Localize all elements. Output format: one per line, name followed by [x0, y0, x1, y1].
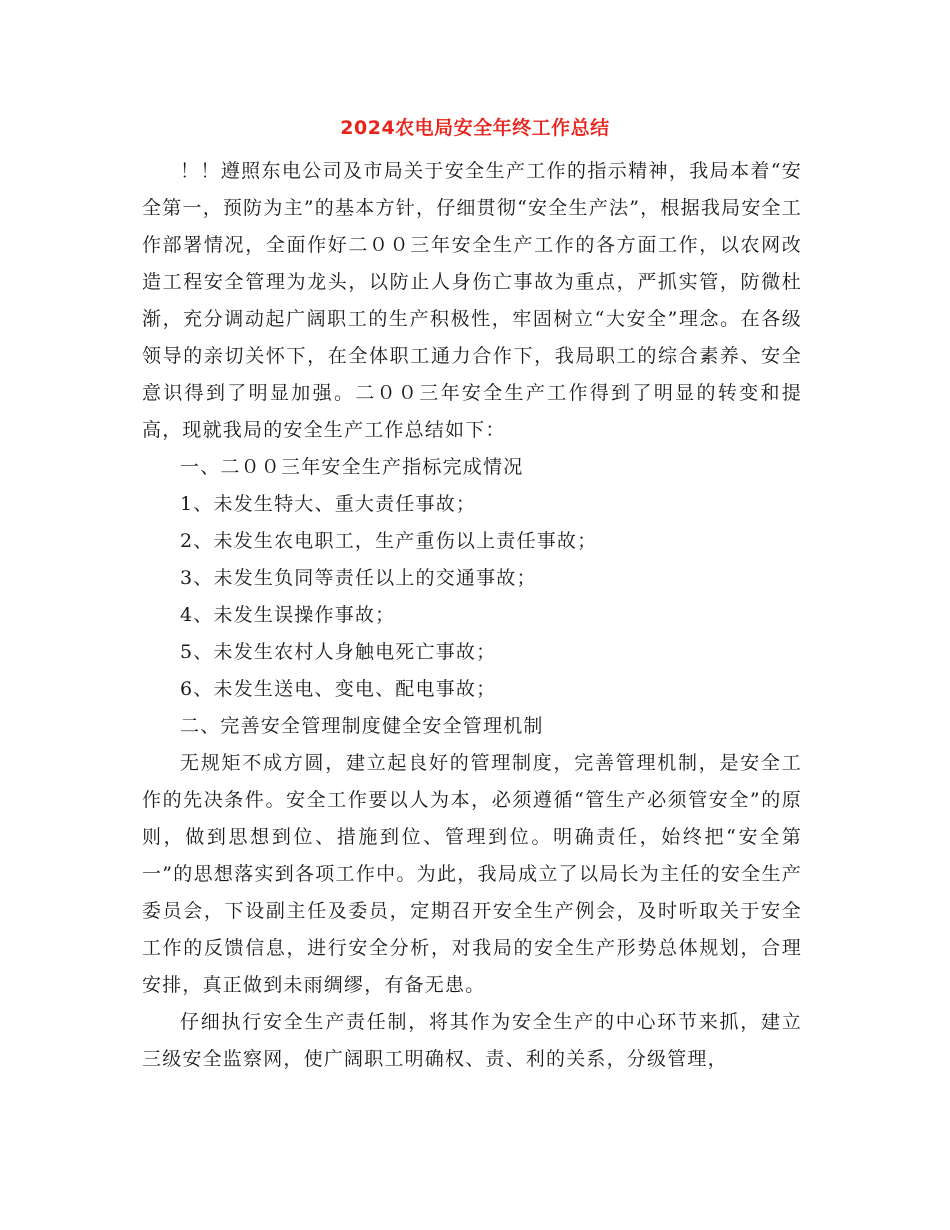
intro-paragraph: ！！遵照东电公司及市局关于安全生产工作的指示精神，我局本着“安全第一，预防为主”的基本方针，仔细贯彻“安全生产法”，根据我局安全工作部署情况，全面作好二００三年安全生产工作的各方面工作，以农网改造工程安全管理为龙头，以防止人身伤亡事故为重点，严抓实管，防微杜渐，充分调动起广阔职工的生产积极性，牢固树立“大安全”理念。在各级领导的亲切关怀下，在全体职工通力合作下，我局职工的综合素养、安全意识得到了明显加强。二００三年安全生产工作得到了明显的转变和提高，现就我局的安全生产工作总结如下：: [142, 160, 802, 441]
document-body: [142, 153, 802, 1078]
section-heading-1: 一、二００三年安全生产指标完成情况: [180, 456, 524, 478]
list-item: 5、未发生农村人身触电死亡事故；: [180, 641, 497, 663]
list-item: 2、未发生农电职工，生产重伤以上责任事故；: [180, 530, 598, 552]
section-heading-2: 二、完善安全管理制度健全安全管理机制: [180, 715, 544, 737]
list-item: 6、未发生送电、变电、配电事故；: [180, 678, 497, 700]
body-paragraph: 仔细执行安全生产责任制，将其作为安全生产的中心环节来抓，建立三级安全监察网，使广阔职工明确权、责、利的关系，分级管理，: [142, 1011, 802, 1070]
list-item: 1、未发生特大、重大责任事故；: [180, 493, 477, 515]
list-item: 3、未发生负同等责任以上的交通事故；: [180, 567, 537, 589]
body-paragraph: 无规矩不成方圆，建立起良好的管理制度，完善管理机制，是安全工作的先决条件。安全工作要以人为本，必须遵循“管生产必须管安全”的原则，做到思想到位、措施到位、管理到位。明确责任，始终把“安全第一”的思想落实到各项工作中。为此，我局成立了以局长为主任的安全生产委员会，下设副主任及委员，定期召开安全生产例会，及时听取关于安全工作的反馈信息，进行安全分析，对我局的安全生产形势总体规划，合理安排，真正做到未雨绸缪，有备无患。: [142, 752, 802, 996]
list-item: 4、未发生误操作事故；: [180, 604, 396, 626]
document-title: 2024农电局安全年终工作总结: [340, 117, 610, 139]
